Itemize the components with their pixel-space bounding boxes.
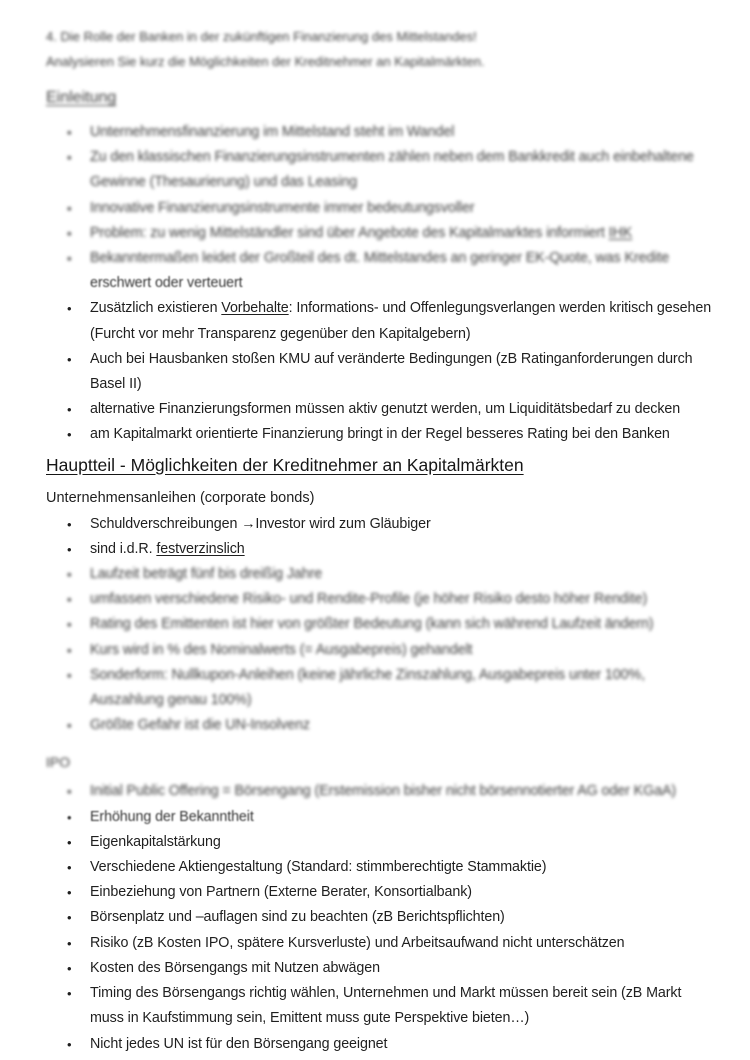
bullet-text: Sonderform: Nullkupon-Anleihen (keine jährliche Zinszahlung, Ausgabepreis unter 100%, bbox=[90, 666, 645, 683]
list-item bbox=[46, 855, 750, 880]
list-item bbox=[46, 512, 750, 537]
bullet-icon: • bbox=[67, 986, 72, 1002]
list-item bbox=[46, 956, 750, 981]
ipo-bullet-list bbox=[46, 779, 750, 1056]
anleihen-bullet-list bbox=[46, 512, 750, 739]
bullet-icon: • bbox=[67, 541, 72, 557]
bullet-icon: • bbox=[67, 351, 72, 367]
bullet-text: Auch bei Hausbanken stoßen KMU auf veränderte Bedingungen (zB Ratinganforderungen durch bbox=[90, 350, 693, 367]
document-title bbox=[46, 24, 686, 74]
bullet-icon: • bbox=[67, 885, 72, 901]
list-item bbox=[46, 145, 750, 195]
bullet-text: am Kapitalmarkt orientierte Finanzierung bringt in der Regel besseres Rating bei den Banken bbox=[90, 426, 670, 443]
bullet-icon: • bbox=[67, 567, 72, 583]
bullet-text: Zu den klassischen Finanzierungsinstrumenten zählen neben dem Bankkredit auch einbehaltene bbox=[90, 149, 694, 166]
list-item bbox=[46, 612, 750, 637]
bullet-text: Nicht jedes UN ist für den Börsengang geeignet bbox=[90, 1035, 388, 1052]
list-item bbox=[46, 296, 750, 346]
list-item bbox=[46, 422, 750, 447]
bullet-text: muss in Kaufstimmung sein, Emittent muss gute Perspektive bieten…) bbox=[90, 1010, 530, 1027]
bullet-icon: • bbox=[67, 225, 72, 241]
list-item bbox=[46, 905, 750, 930]
bullet-icon: • bbox=[67, 150, 72, 166]
bullet-text: sind i.d.R. bbox=[90, 540, 157, 557]
bullet-text: Auszahlung genau 100%) bbox=[90, 692, 252, 709]
bullet-text-underlined: festverzinslich bbox=[156, 540, 245, 557]
bullet-icon: • bbox=[67, 834, 72, 850]
bullet-text: Kurs wird in % des Nominalwerts (= Ausgabepreis) gehandelt bbox=[90, 641, 473, 658]
list-item bbox=[46, 880, 750, 905]
bullet-text: Erhöhung der Bekanntheit bbox=[90, 808, 254, 825]
list-item bbox=[46, 663, 750, 713]
bullet-text: Gewinne (Thesaurierung) und das Leasing bbox=[90, 174, 358, 191]
section-heading-hauptteil: Hauptteil - Möglichkeiten der Kreditnehmer an Kapitalmärkten bbox=[46, 454, 524, 475]
list-item bbox=[46, 196, 750, 221]
bullet-icon: • bbox=[67, 860, 72, 876]
list-item bbox=[46, 713, 750, 738]
bullet-text: Problem: zu wenig Mittelständler sind über Angebote des Kapitalmarktes informiert bbox=[90, 224, 609, 241]
list-item bbox=[46, 397, 750, 422]
bullet-text: Unternehmensfinanzierung im Mittelstand steht im Wandel bbox=[90, 124, 455, 140]
bullet-icon: • bbox=[67, 910, 72, 926]
bullet-icon: • bbox=[67, 251, 72, 267]
bullet-icon: • bbox=[67, 642, 72, 658]
bullet-icon: • bbox=[67, 592, 72, 608]
bullet-text: Risiko (zB Kosten IPO, spätere Kursverluste) und Arbeitsaufwand nicht unterschätzen bbox=[90, 934, 625, 951]
list-item bbox=[46, 587, 750, 612]
bullet-icon: • bbox=[67, 125, 72, 140]
list-item bbox=[46, 221, 750, 246]
document-title-line-1: 4. Die Rolle der Banken in der zukünftigen Finanzierung des Mittelstandes! bbox=[46, 29, 477, 44]
document-title-line-2: Analysieren Sie kurz die Möglichkeiten der Kreditnehmer an Kapitalmärkten. bbox=[46, 54, 485, 69]
list-item bbox=[46, 779, 750, 804]
bullet-text: : Informations- und Offenlegungsverlangen werden kritisch gesehen bbox=[288, 300, 712, 317]
bullet-text: umfassen verschiedene Risiko- und Rendite-Profile (je höher Risiko desto höher Rendite) bbox=[90, 591, 648, 608]
bullet-icon: • bbox=[67, 935, 72, 951]
bullet-text: Innovative Finanzierungsinstrumente immer bedeutungsvoller bbox=[90, 199, 475, 216]
list-item bbox=[46, 830, 750, 855]
bullet-text: Verschiedene Aktiengestaltung (Standard: stimmberechtigte Stammaktie) bbox=[90, 859, 547, 876]
bullet-icon: • bbox=[67, 402, 72, 418]
bullet-icon: • bbox=[67, 718, 72, 734]
bullet-icon: • bbox=[67, 516, 72, 532]
bullet-text: Eigenkapitalstärkung bbox=[90, 833, 221, 850]
bullet-icon: • bbox=[67, 617, 72, 633]
list-item bbox=[46, 537, 750, 562]
einleitung-bullet-list bbox=[46, 120, 750, 448]
list-item bbox=[46, 120, 750, 145]
bullet-text: Schuldverschreibungen →Investor wird zum Gläubiger bbox=[90, 515, 431, 532]
bullet-text: Rating des Emittenten ist hier von größter Bedeutung (kann sich während Laufzeit ändern) bbox=[90, 616, 654, 633]
bullet-icon: • bbox=[67, 960, 72, 976]
bullet-icon: • bbox=[67, 784, 72, 800]
bullet-text: Bekanntermaßen leidet der Großteil des dt. Mittelstandes an geringer EK-Quote, was Kredite bbox=[90, 250, 670, 267]
bullet-text-underlined: IHK bbox=[608, 224, 633, 241]
bullet-text: erschwert oder verteuert bbox=[90, 275, 243, 292]
bullet-text: alternative Finanzierungsformen müssen aktiv genutzt werden, um Liquiditätsbedarf zu decken bbox=[90, 401, 681, 418]
bullet-text: Börsenplatz und –auflagen sind zu beachten (zB Berichtspflichten) bbox=[90, 909, 505, 926]
bullet-icon: • bbox=[67, 667, 72, 683]
list-item bbox=[46, 347, 750, 397]
section-label-ipo: IPO bbox=[46, 754, 71, 771]
bullet-text: Einbeziehung von Partnern (Externe Berater, Konsortialbank) bbox=[90, 884, 472, 901]
list-item bbox=[46, 805, 750, 830]
section-heading-einleitung: Einleitung bbox=[46, 89, 117, 106]
bullet-text: Initial Public Offering = Börsengang (Erstemission bisher nicht börsennotierter AG oder KGaA) bbox=[90, 783, 677, 800]
list-item bbox=[46, 1032, 750, 1057]
bullet-icon: • bbox=[67, 427, 72, 443]
bullet-text-underlined: Vorbehalte bbox=[221, 300, 289, 317]
bullet-text: Kosten des Börsengangs mit Nutzen abwägen bbox=[90, 959, 380, 976]
bullet-text: Zusätzlich existieren bbox=[90, 300, 222, 317]
list-item bbox=[46, 562, 750, 587]
bullet-text: (Furcht vor mehr Transparenz gegenüber den Kapitalgebern) bbox=[90, 325, 471, 342]
bullet-text: Laufzeit beträgt fünf bis dreißig Jahre bbox=[90, 566, 323, 583]
bullet-text: Timing des Börsengangs richtig wählen, Unternehmen und Markt müssen bereit sein (zB Markt bbox=[90, 985, 682, 1002]
list-item bbox=[46, 246, 750, 296]
bullet-icon: • bbox=[67, 809, 72, 825]
bullet-text: Basel II) bbox=[90, 376, 142, 393]
bullet-icon: • bbox=[67, 301, 72, 317]
list-item bbox=[46, 931, 750, 956]
bullet-text: Größte Gefahr ist die UN-Insolvenz bbox=[90, 717, 310, 734]
list-item bbox=[46, 638, 750, 663]
bullet-icon: • bbox=[67, 200, 72, 216]
bullet-icon: • bbox=[67, 1036, 72, 1052]
subsection-title-unternehmensanleihen: Unternehmensanleihen (corporate bonds) bbox=[46, 489, 315, 506]
list-item bbox=[46, 981, 750, 1031]
